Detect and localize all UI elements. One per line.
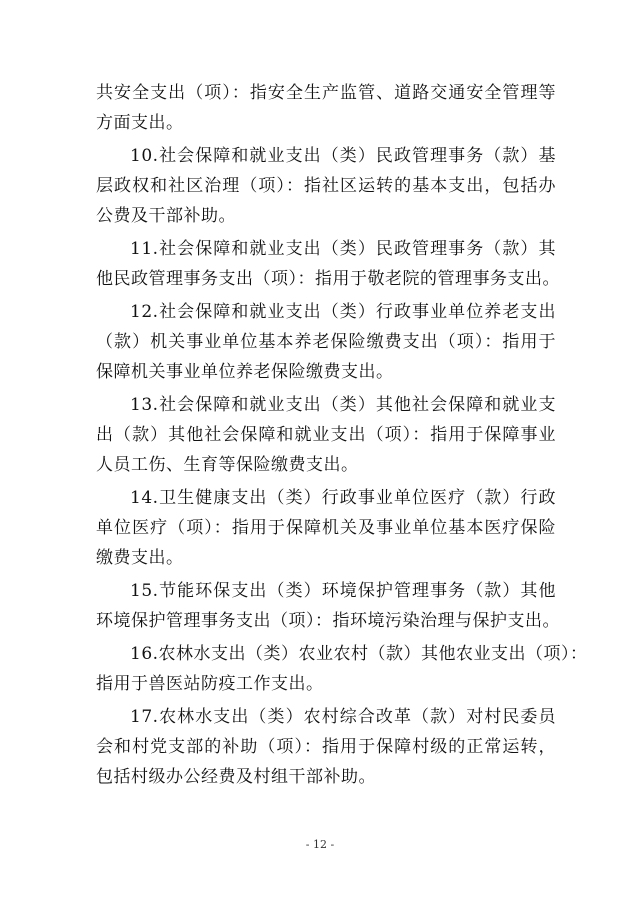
text-line: 公费及干部补助。 <box>96 206 236 226</box>
text-line: 17.农林水支出（类）农村综合改革（款）对村民委员 <box>130 707 556 727</box>
text-line: 人员工伤、生育等保险缴费支出。 <box>96 455 359 475</box>
text-line: 方面支出。 <box>96 113 184 133</box>
body-text <box>96 78 588 792</box>
text-line: 15.节能环保支出（类）环境保护管理事务（款）其他 <box>130 581 556 601</box>
text-line: 14.卫生健康支出（类）行政事业单位医疗（款）行政 <box>130 488 556 508</box>
text-line: 指用于兽医站防疫工作支出。 <box>96 674 324 694</box>
text-line: 会和村党支部的补助（项）：指用于保障村级的正常运转， <box>96 737 556 757</box>
text-line: 10.社会保障和就业支出（类）民政管理事务（款）基 <box>130 146 556 166</box>
text-line: 层政权和社区治理（项）：指社区运转的基本支出，包括办 <box>96 176 556 196</box>
text-line: 缴费支出。 <box>96 548 184 568</box>
text-line: 环境保护管理事务支出（项）：指环境污染治理与保护支出。 <box>96 611 560 631</box>
text-line: 他民政管理事务支出（项）：指用于敬老院的管理事务支出。 <box>96 269 560 289</box>
text-line: 包括村级办公经费及村组干部补助。 <box>96 767 376 787</box>
text-line: 保障机关事业单位养老保险缴费支出。 <box>96 362 394 382</box>
text-line: 16.农林水支出（类）农业农村（款）其他农业支出（项）： <box>130 644 588 664</box>
text-line: 13.社会保障和就业支出（类）其他社会保障和就业支 <box>130 395 556 415</box>
text-line: （款）机关事业单位基本养老保险缴费支出（项）：指用于 <box>96 332 556 352</box>
text-line: 12.社会保障和就业支出（类）行政事业单位养老支出 <box>130 302 556 322</box>
page-number: - 12 - <box>305 838 335 851</box>
text-line: 出（款）其他社会保障和就业支出（项）：指用于保障事业 <box>96 425 556 445</box>
text-line: 共安全支出（项）：指安全生产监管、道路交通安全管理等 <box>96 83 556 103</box>
text-line: 11.社会保障和就业支出（类）民政管理事务（款）其 <box>130 239 556 259</box>
text-line: 单位医疗（项）：指用于保障机关及事业单位基本医疗保险 <box>96 518 556 538</box>
